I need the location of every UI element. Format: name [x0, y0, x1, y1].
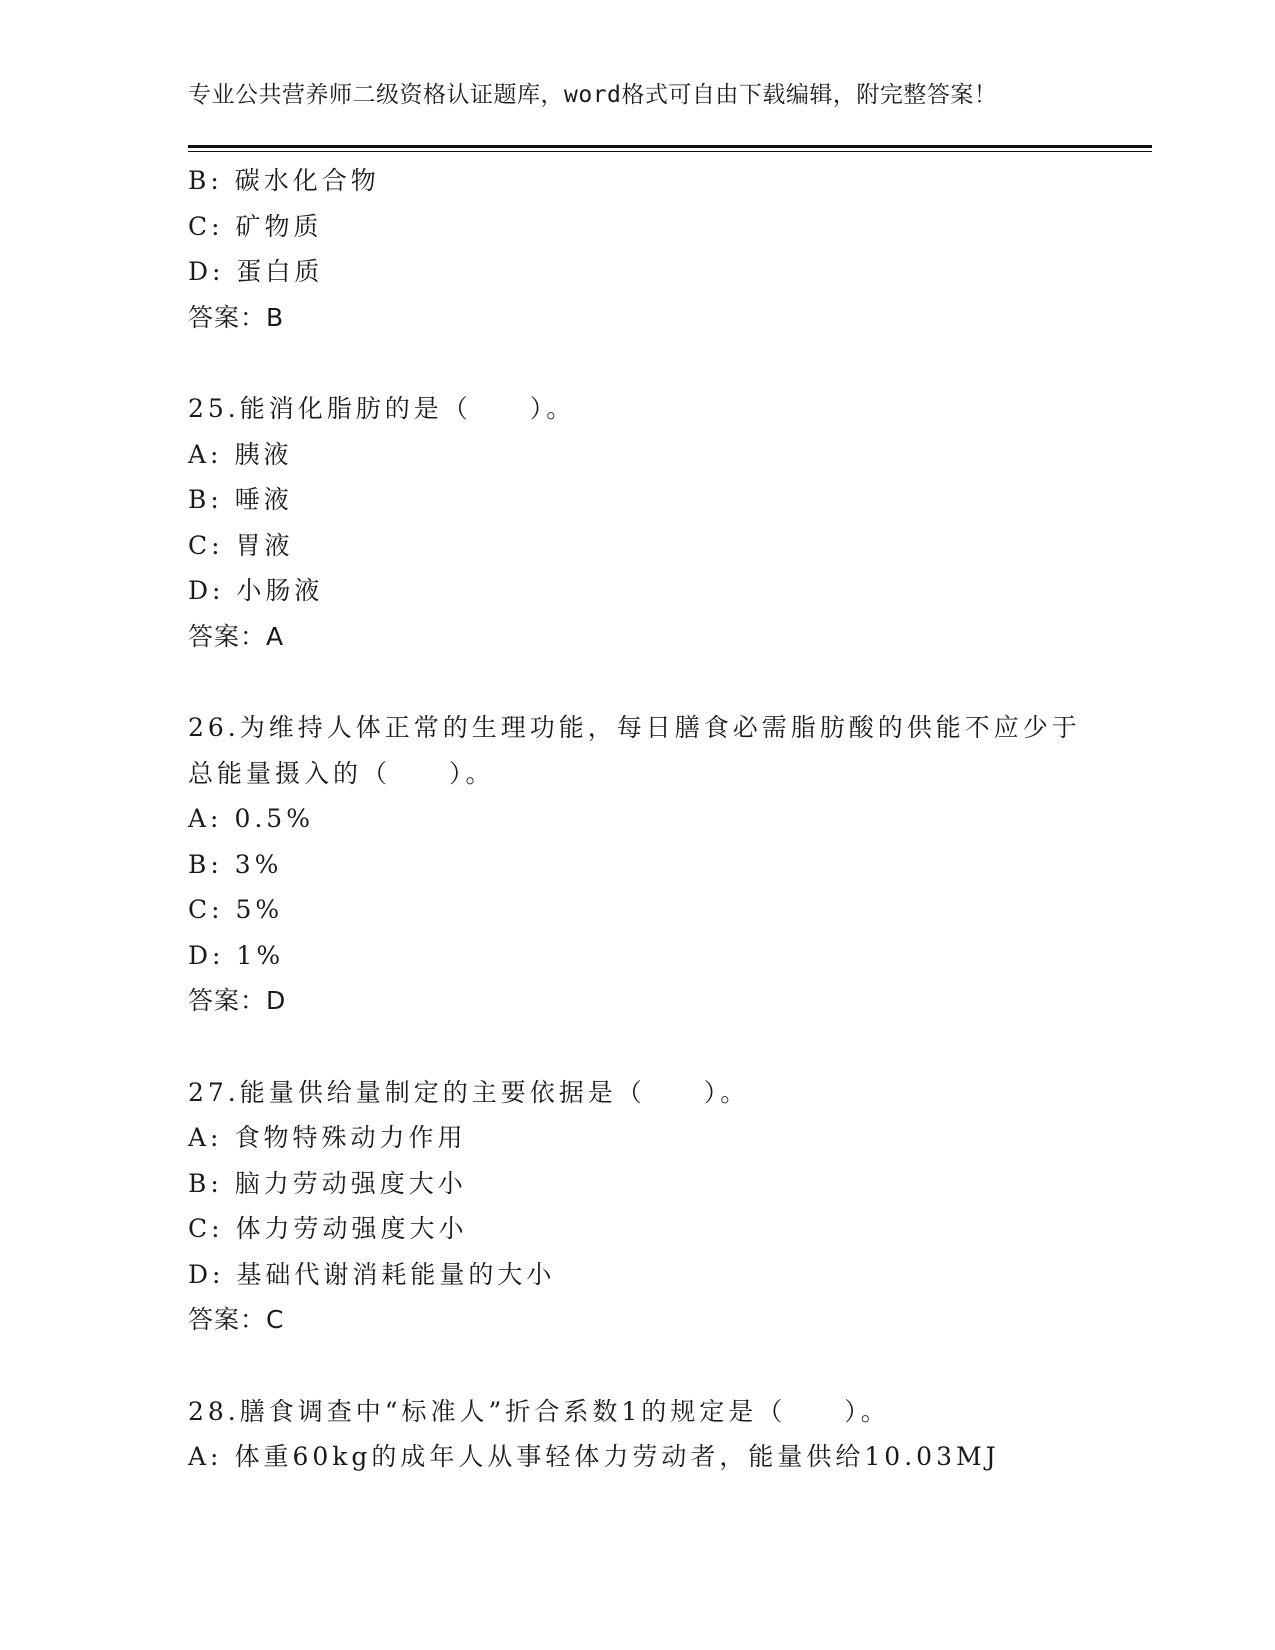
spacer — [188, 1343, 1152, 1389]
option-letter: B: — [188, 849, 223, 879]
question-27 — [188, 1070, 1152, 1343]
option-letter: A: — [188, 1123, 223, 1152]
question-26 — [188, 705, 1152, 1024]
header-divider-thin — [188, 151, 1152, 152]
option-letter: C: — [188, 1214, 224, 1243]
option-b — [188, 842, 1152, 888]
question-stem-line-1: 26.为维持人体正常的生理功能，每日膳食必需脂肪酸的供能不应少于 — [188, 713, 1081, 742]
option-c — [188, 1206, 1152, 1252]
option-text: 基础代谢消耗能量的大小 — [236, 1259, 556, 1289]
option-letter: B: — [188, 485, 223, 514]
option-letter: B: — [188, 166, 223, 195]
option-d — [188, 933, 1152, 979]
question-stem: 25.能消化脂肪的是（ ）。 — [188, 394, 576, 423]
option-text: 体力劳动强度大小 — [235, 1214, 468, 1243]
option-text: 胰液 — [234, 439, 293, 469]
option-text: 体重60kg的成年人从事轻体力劳动者，能量供给10.03MJ — [234, 1442, 1000, 1471]
page-header: 专业公共营养师二级资格认证题库，word格式可自由下载编辑，附完整答案！ — [188, 82, 998, 108]
option-text: 0.5% — [234, 804, 314, 833]
option-letter: A: — [188, 804, 223, 833]
spacer — [188, 340, 1152, 386]
option-text: 脑力劳动强度大小 — [234, 1168, 467, 1198]
option-letter: C: — [188, 211, 224, 241]
option-letter: D: — [188, 576, 225, 605]
option-letter: B: — [188, 1168, 223, 1198]
option-b — [188, 1161, 1152, 1207]
option-text: 矿物质 — [235, 211, 323, 241]
question-list — [188, 158, 1152, 1480]
option-text: 唾液 — [234, 485, 293, 514]
option-text: 3% — [234, 849, 283, 879]
spacer — [188, 659, 1152, 705]
question-stem: 28.膳食调查中“标准人”折合系数1的规定是（ ）。 — [188, 1396, 890, 1426]
option-letter: D: — [188, 940, 225, 970]
option-a — [188, 432, 1152, 478]
question-stem-line-2: 总能量摄入的（ ）。 — [188, 758, 495, 788]
option-text: 5% — [235, 895, 284, 924]
option-d — [188, 1252, 1152, 1298]
option-a — [188, 796, 1152, 842]
question-28 — [188, 1389, 1152, 1480]
option-c — [188, 523, 1152, 569]
spacer — [188, 1024, 1152, 1070]
option-d — [188, 568, 1152, 614]
option-b — [188, 477, 1152, 523]
option-letter: A: — [188, 439, 223, 469]
option-c — [188, 204, 1152, 250]
option-b — [188, 158, 1152, 204]
option-text: 碳水化合物 — [234, 166, 380, 195]
answer: 答案：C — [188, 1305, 285, 1334]
option-letter: A: — [188, 1442, 223, 1471]
option-text: 1% — [236, 940, 285, 970]
answer: 答案：A — [188, 621, 285, 651]
option-text: 胃液 — [235, 530, 294, 560]
option-a — [188, 1115, 1152, 1161]
option-text: 蛋白质 — [236, 257, 324, 286]
question-24 — [188, 158, 1152, 340]
option-letter: D: — [188, 257, 225, 286]
answer: 答案：D — [188, 986, 287, 1015]
option-c — [188, 887, 1152, 933]
option-text: 小肠液 — [236, 576, 324, 605]
question-stem: 27.能量供给量制定的主要依据是（ ）。 — [188, 1077, 750, 1107]
option-text: 食物特殊动力作用 — [234, 1123, 467, 1152]
question-25 — [188, 386, 1152, 659]
option-d — [188, 249, 1152, 295]
answer: 答案：B — [188, 302, 285, 332]
option-letter: C: — [188, 530, 224, 560]
header-divider-thick — [188, 145, 1152, 148]
option-letter: D: — [188, 1259, 225, 1289]
option-a — [188, 1434, 1152, 1480]
option-letter: C: — [188, 895, 224, 924]
